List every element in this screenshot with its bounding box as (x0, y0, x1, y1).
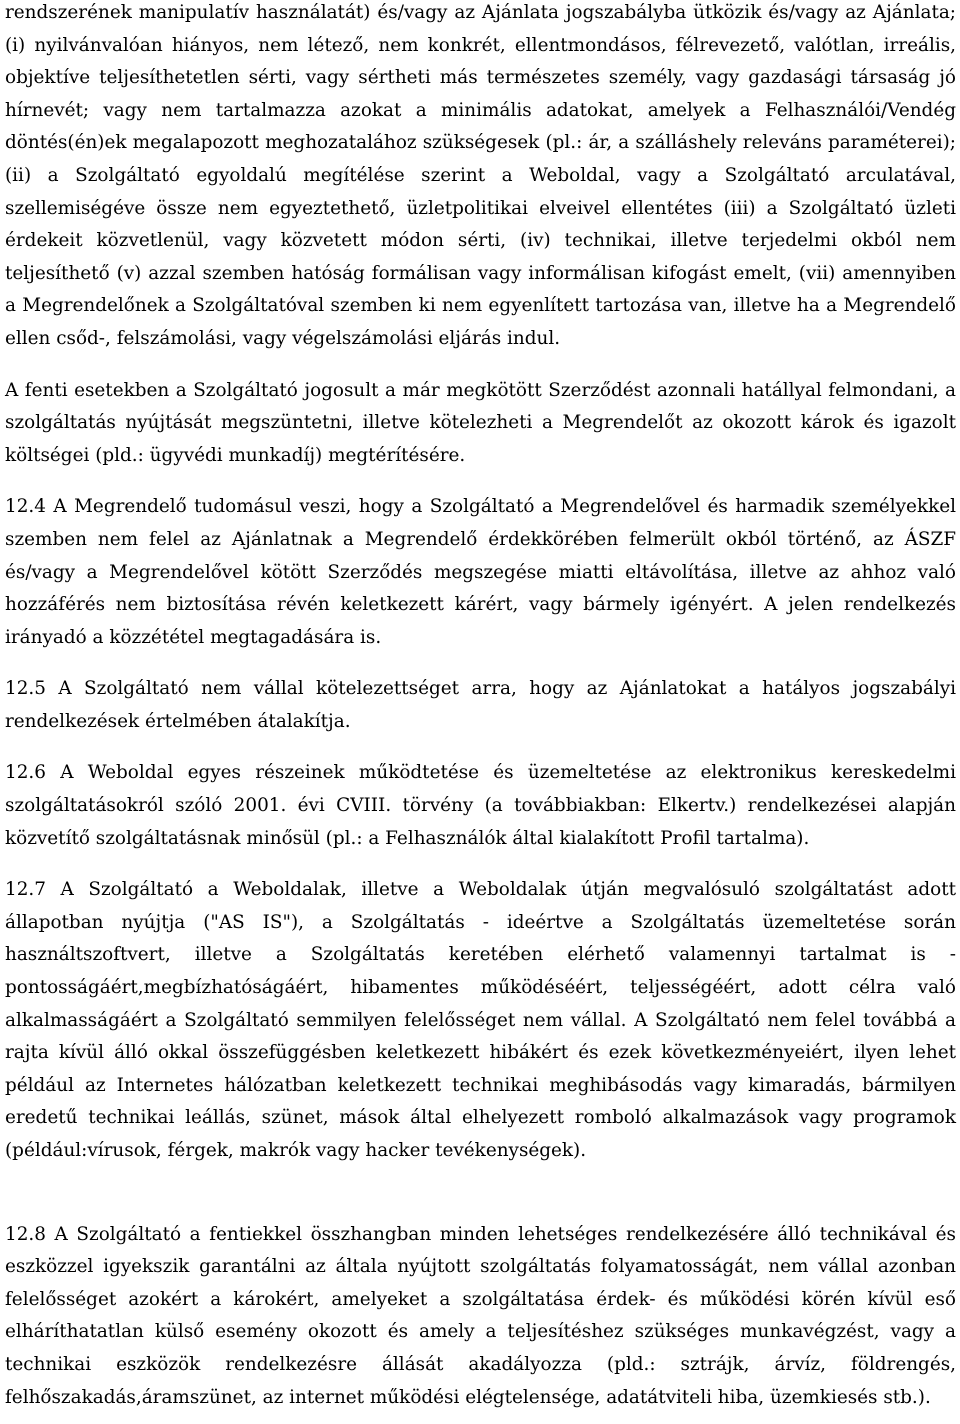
paragraph-12-6: 12.6 A Weboldal egyes részeinek működtetése és üzemeltetése az elektronikus kereskedelmi szolgáltatásokról szóló 2001. évi CVIII. törvény (a továbbiakban: Elkertv.) rendelkezései alapján közvetítő szolgáltatásnak minősül (pl.: a Felhasználók által kialakított Profil tartalma). (5, 762, 956, 849)
paragraph-12-5: 12.5 A Szolgáltató nem vállal kötelezettséget arra, hogy az Ajánlatokat a hatályos jogszabályi rendelkezések értelmében átalakítja. (5, 678, 956, 732)
paragraph-termination-rights: A fenti esetekben a Szolgáltató jogosult a már megkötött Szerződést azonnali hatállyal felmondani, a szolgáltatás nyújtását megszüntetni, illetve kötelezheti a Megrendelőt az okozott károk és igazolt költségei (pld.: ügyvédi munkadíj) megtérítésére. (5, 379, 956, 466)
paragraph-12-8: 12.8 A Szolgáltató a fentiekkel összhangban minden lehetséges rendelkezésére álló technikával és eszközzel igyekszik garantálni az általa nyújtott szolgáltatás folyamatosságát, nem vállal azonban felelősséget azokért a károkért, amelyeket a szolgáltatása érdek- és működési körén kívül eső elháríthatatlan külső esemény okozott és amely a teljesítéshez szükséges munkavégzést, vagy a technikai eszközök rendelkezésre állását akadályozza (pld.: sztrájk, árvíz, földrengés, felhőszakadás,áramszünet, az internet működési elégtelensége, adatátviteli hiba, üzemkiesés stb.). (5, 1223, 956, 1408)
paragraph-12-3-continuation: rendszerének manipulatív használatát) és/vagy az Ajánlata jogszabályba ütközik és/vagy az Ajánlata; (i) nyilvánvalóan hiányos, nem létező, nem konkrét, ellentmondásos, félrevezető, valótlan, irreális, objektíve teljesíthetetlen sérti, vagy sértheti más természetes személy, vagy gazdasági társaság jó hírnevét; vagy nem tartalmazza azokat a minimális adatokat, amelyek a Felhasználói/Vendég döntés(én)ek megalapozott meghozatalához szükségesek (pl.: ár, a szálláshely releváns paraméterei); (ii) a Szolgáltató egyoldalú megítélése szerint a Weboldal, vagy a Szolgáltató arculatával, szellemiségéve össze nem egyeztethető, üzletpolitikai elveivel ellentétes (iii) a Szolgáltató üzleti érdekeit közvetlenül, vagy közvetett módon sérti, (iv) technikai, illetve terjedelmi okból nem teljesíthető (v) azzal szemben hatóság formálisan vagy informálisan kifogást emelt, (vii) amennyiben a Megrendelőnek a Szolgáltatóval szemben ki nem egyenlített tartozása van, illetve ha a Megrendelő ellen csőd-, felszámolási, vagy végelszámolási eljárás indul. (5, 2, 956, 349)
paragraph-12-4: 12.4 A Megrendelő tudomásul veszi, hogy a Szolgáltató a Megrendelővel és harmadik személyekkel szemben nem felel az Ajánlatnak a Megrendelő érdekkörében felmerült okból történő, az ÁSZF és/vagy a Megrendelővel kötött Szerződés megszegése miatti eltávolítása, illetve az ahhoz való hozzáférés nem biztosítása révén keletkezett kárért, vagy bármely igényért. A jelen rendelkezés irányadó a közzététel megtagadására is. (5, 496, 956, 648)
paragraph-12-7: 12.7 A Szolgáltató a Weboldalak, illetve a Weboldalak útján megvalósuló szolgáltatást adott állapotban nyújtja ("AS IS"), a Szolgáltatás - ideértve a Szolgáltatás üzemeltetése során használtszoftvert, illetve a Szolgáltatás keretében elérhető valamennyi tartalmat is - pontosságáért,megbízhatóságáért, hibamentes működéséért, teljességéért, adott célra való alkalmasságáért a Szolgáltató semmilyen felelősséget nem vállal. A Szolgáltató nem felel továbbá a rajta kívül álló okkal összefüggésben keletkezett hibákért és ezek következményeiért, ilyen lehet például az Internetes hálózatban keletkezett technikai meghibásodás vagy kimaradás, bármilyen eredetű technikai leállás, szünet, mások által elhelyezett romboló alkalmazások vagy programok (például:vírusok, férgek, makrók vagy hacker tevékenységek). (5, 879, 956, 1161)
